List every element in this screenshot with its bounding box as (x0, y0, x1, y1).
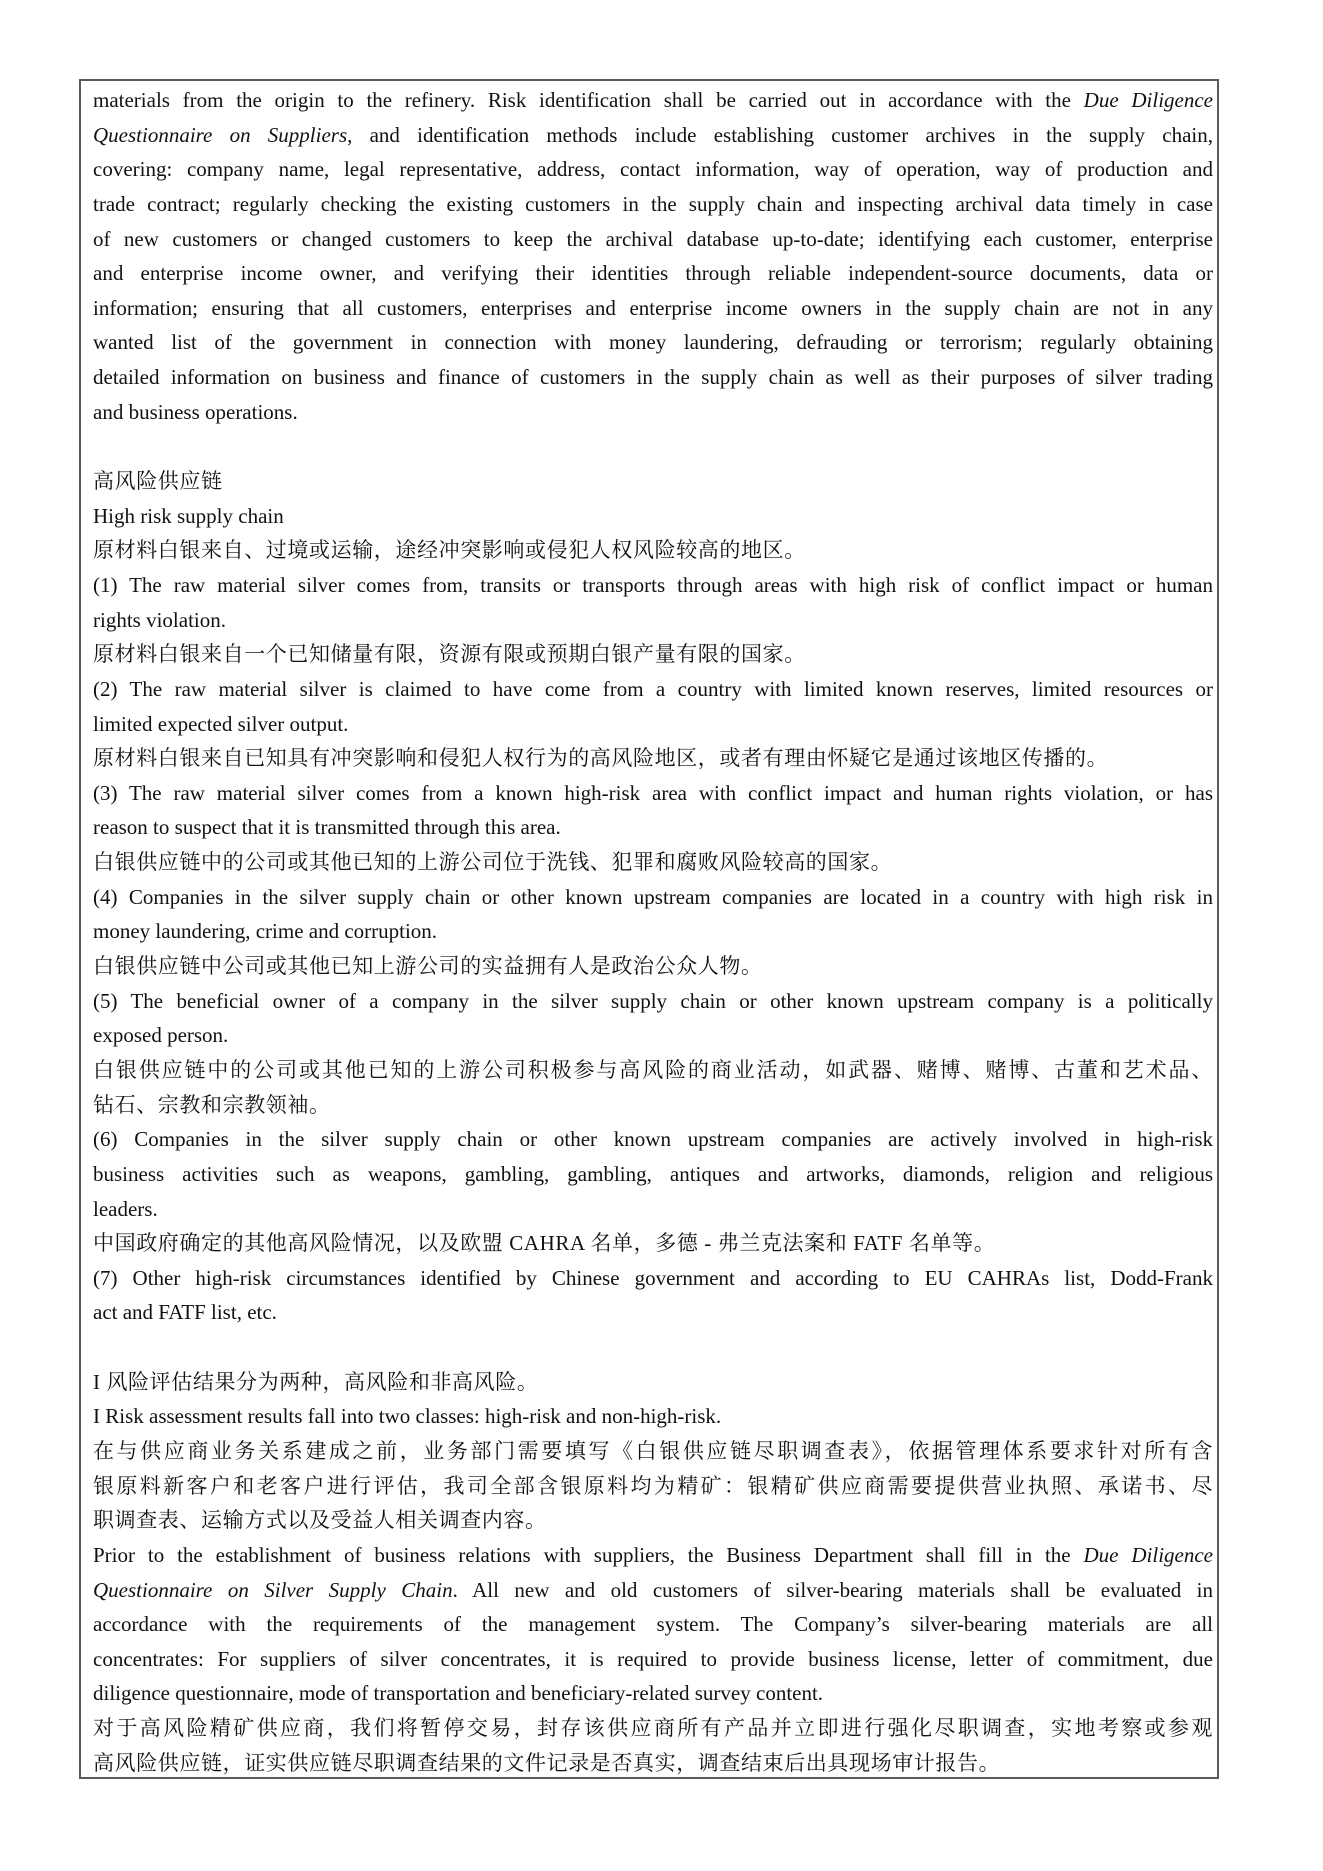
italic-title-text: Questionnaire on Suppliers (93, 122, 348, 147)
text-run: , and identification methods include establishing customer archives in the supply chain, (347, 122, 1213, 147)
blank-line (93, 429, 1213, 464)
text-run: concentrates: For suppliers of silver concentrates, it is required to provide business license, letter of commitment, due (93, 1646, 1213, 1671)
high-risk-item (93, 949, 1213, 1053)
text-run: wanted list of the government in connection with money laundering, defrauding or terrorism; regularly obtaining (93, 330, 1213, 355)
item-en-line: (6) Companies in the silver supply chain or other known upstream companies are actively involved in high-risk (93, 1127, 1213, 1152)
prior-en-line (93, 1676, 1213, 1711)
text-run: materials from the origin to the refinery. Risk identification shall be carried out in accordance with the (93, 88, 1084, 112)
prior-paragraph-cn (93, 1434, 1213, 1538)
intro-line (93, 118, 1213, 153)
item-en-line: act and FATF list, etc. (93, 1300, 277, 1325)
prior-en-line (93, 1607, 1213, 1642)
item-en-line: (2) The raw material silver is claimed to have come from a country with limited known reserves, limited resources or (93, 676, 1213, 701)
item-en-line: limited expected silver output. (93, 711, 349, 736)
prior-en-line (93, 1573, 1213, 1608)
high-risk-item (93, 637, 1213, 741)
assessment-en: I Risk assessment results fall into two classes: high-risk and non-high-risk. (93, 1404, 722, 1429)
high-risk-item (93, 533, 1213, 637)
prior-en-line (93, 1642, 1213, 1677)
item-cn-line: 原材料白银来自已知具有冲突影响和侵犯人权行为的高风险地区，或者有理由怀疑它是通过该地区传播的。 (93, 746, 1109, 771)
high-risk-item (93, 1053, 1213, 1226)
item-en-line: (7) Other high-risk circumstances identified by Chinese government and according to EU CAHRAs list, Dodd-Frank (93, 1265, 1213, 1290)
high-risk-heading-cn: 高风险供应链 (93, 469, 223, 494)
text-run: information; ensuring that all customers, enterprises and enterprise income owners in the supply chain are not in any (93, 295, 1213, 320)
italic-title-text: Due Diligence (1083, 1542, 1213, 1567)
item-en-line: business activities such as weapons, gambling, gambling, antiques and artworks, diamonds, religion and religious (93, 1161, 1213, 1186)
intro-line (93, 325, 1213, 360)
text-run: trade contract; regularly checking the existing customers in the supply chain and inspecting archival data timely in case (93, 191, 1213, 216)
intro-line (93, 291, 1213, 326)
text-run: of new customers or changed customers to keep the archival database up-to-date; identifying each customer, enterprise (93, 226, 1213, 251)
high-risk-item-list (93, 533, 1213, 1330)
text-run: accordance with the requirements of the management system. The Company’s silver-bearing materials are all (93, 1612, 1213, 1637)
item-en-line: (1) The raw material silver comes from, transits or transports through areas with high risk of conflict impact or human (93, 572, 1213, 597)
item-cn-line: 钻石、宗教和宗教领袖。 (93, 1092, 331, 1117)
final-cn-line: 对于高风险精矿供应商，我们将暂停交易，封存该供应商所有产品并立即进行强化尽职调查，实地考察或参观 (93, 1716, 1213, 1741)
text-run: and business operations. (93, 399, 298, 424)
intro-line (93, 256, 1213, 291)
prior-cn-line: 在与供应商业务关系建成之前，业务部门需要填写《白银供应链尽职调查表》，依据管理体系要求针对所有含 (93, 1438, 1213, 1463)
item-en-line: (4) Companies in the silver supply chain or other known upstream companies are located in a country with high risk in (93, 884, 1213, 909)
text-run: Prior to the establishment of business relations with suppliers, the Business Department shall fill in the (93, 1542, 1084, 1567)
final-cn-line: 高风险供应链，证实供应链尽职调查结果的文件记录是否真实，调查结束后出具现场审计报告。 (93, 1750, 1001, 1775)
text-run: and enterprise income owner, and verifying their identities through reliable independent-source documents, data or (93, 261, 1213, 286)
prior-cn-line: 银原料新客户和老客户进行评估，我司全部含银原料均为精矿：银精矿供应商需要提供营业执照、承诺书、尽 (93, 1473, 1213, 1498)
blank-line (93, 1330, 1213, 1365)
item-en-line: leaders. (93, 1196, 158, 1221)
high-risk-heading-en: High risk supply chain (93, 503, 284, 528)
intro-paragraph (93, 83, 1213, 429)
text-run: covering: company name, legal representative, address, contact information, way of operation, way of production and (93, 157, 1213, 182)
item-en-line: (3) The raw material silver comes from a known high-risk area with conflict impact and human rights violation, or has (93, 780, 1213, 805)
item-cn-line: 原材料白银来自、过境或运输，途经冲突影响或侵犯人权风险较高的地区。 (93, 538, 806, 563)
document-body (93, 83, 1213, 1780)
intro-line (93, 360, 1213, 395)
item-en-line: money laundering, crime and corruption. (93, 919, 438, 944)
high-risk-item (93, 845, 1213, 949)
prior-en-line (93, 1538, 1213, 1573)
final-paragraph-cn (93, 1711, 1213, 1780)
item-en-line: reason to suspect that it is transmitted through this area. (93, 815, 561, 840)
item-cn-line: 原材料白银来自一个已知储量有限，资源有限或预期白银产量有限的国家。 (93, 642, 806, 667)
intro-line (93, 83, 1213, 118)
text-run: . All new and old customers of silver-bearing materials shall be evaluated in (452, 1577, 1213, 1602)
item-en-line: rights violation. (93, 607, 226, 632)
item-cn-line: 白银供应链中的公司或其他已知的上游公司积极参与高风险的商业活动，如武器、赌博、赌博、古董和艺术品、 (93, 1057, 1213, 1082)
prior-cn-line: 职调查表、运输方式以及受益人相关调查内容。 (93, 1508, 547, 1533)
item-cn-line: 白银供应链中公司或其他已知上游公司的实益拥有人是政治公众人物。 (93, 954, 763, 979)
text-run: detailed information on business and finance of customers in the supply chain as well as their purposes of silver trading (93, 365, 1213, 390)
text-run: diligence questionnaire, mode of transportation and beneficiary-related survey content. (93, 1681, 824, 1706)
intro-line (93, 187, 1213, 222)
item-cn-line: 白银供应链中的公司或其他已知的上游公司位于洗钱、犯罪和腐败风险较高的国家。 (93, 850, 893, 875)
intro-line (93, 222, 1213, 257)
italic-title-text: Due Diligence (1083, 88, 1213, 112)
item-en-line: (5) The beneficial owner of a company in the silver supply chain or other known upstream company is a politically (93, 988, 1213, 1013)
item-cn-line: 中国政府确定的其他高风险情况，以及欧盟 CAHRA 名单，多德 - 弗兰克法案和 FATF 名单等。 (93, 1231, 996, 1256)
italic-title-text: Questionnaire on Silver Supply Chain (93, 1577, 453, 1602)
assessment-cn: I 风险评估结果分为两种，高风险和非高风险。 (93, 1369, 539, 1394)
high-risk-item (93, 1226, 1213, 1330)
high-risk-item (93, 741, 1213, 845)
prior-paragraph-en (93, 1538, 1213, 1711)
intro-line (93, 395, 1213, 430)
item-en-line: exposed person. (93, 1023, 229, 1048)
intro-line (93, 152, 1213, 187)
